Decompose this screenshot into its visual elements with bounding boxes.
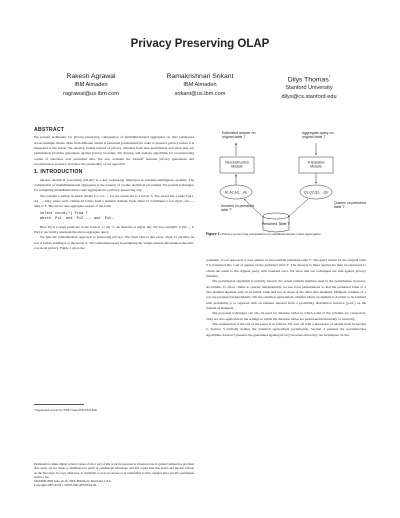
left-column: [34, 128, 194, 251]
queries-symbols: Q1,Q2,Q3,...,Qn: [303, 190, 329, 195]
answers-perturbed-label: Answers on perturbed table T': [221, 204, 255, 213]
paragraph: The proposed techniques can also be used for database tables in which some of the columns are categorical. They are also applicable in the settings in which the database tables are partitioned horizontally or vertically.: [206, 311, 366, 321]
translation-module-label: Translation Module: [307, 160, 325, 169]
author-affiliation: IBM Almaden: [183, 82, 217, 88]
author-email: srikant@us.ibm.com: [174, 91, 226, 97]
paragraph: Here Pij is a range predicate of the form al <= Aij <= ah, denoted as Aij[al, ah]. We use count(Pi1 ∧ Pi2 ... ∧ Pik) to succinctly represent the above aggregate query.: [34, 224, 194, 234]
perturbed-table-label: Perturbed Table T': [261, 222, 291, 226]
author-name: Ramakrishnan Srikant: [166, 73, 234, 80]
estimated-answer-label: Estimated answer on original table T: [222, 131, 256, 140]
footnote-mark: *: [328, 74, 331, 79]
author-name: Rakesh Agrawal: [66, 73, 116, 80]
paragraph: schematic of our approach. S runs queries on the resultant perturbed table T'. The query meant for the original table T is translated into a set of queries on the perturbed table T'. The answers to these queries are then reconstructed to obtain the result to the original query with bounded error. We show that our techniques are safe against privacy breaches.: [206, 258, 366, 279]
right-column: [206, 258, 366, 338]
arrow-table-to-answers: [244, 199, 264, 218]
reconstruction-module-label: Reconstruction Module: [225, 160, 249, 169]
footnote: *Supported in part by NSF Grant ITR-0331640: [34, 408, 97, 412]
conference-line: SIGMOD 2005 June 14-16, 2005, Baltimore, Maryland, USA.: [34, 479, 112, 484]
arrow-queries-to-table: [288, 199, 308, 217]
figure-caption: [206, 232, 366, 237]
figure-caption-text: Privacy preserving computation of multidimensional count aggregates.: [221, 232, 322, 236]
paragraph: On-line analytical processing (OLAP) is a key technology employed in business-intelligence systems. The computation of multidimensional aggregates is the essence of on-line analytical processing. We present techniques for computing multidimensional count aggregates in a privacy-preserving way.: [34, 177, 194, 193]
author-email: dilys@cs.stanford.edu: [281, 94, 337, 101]
author-block-1: [36, 72, 146, 99]
author-block-3: [254, 72, 364, 102]
paragraph: We take the randomization approach to preserving privacy. The basic idea is that every client Ci perturbs its row ri before sending it to the server S. The randomness used in perturbing the values ensures information-theoretic row-level privacy. Figure 1 gives the: [34, 235, 194, 250]
copyright-line: Copyright 2005 ACM 1-59593-060-4/05/06 $5.00.: [34, 483, 97, 488]
query-code-line: where Pi1 and Pi2 ... and Pik.: [40, 217, 114, 222]
section-heading-introduction: 1. INTRODUCTION: [34, 169, 83, 176]
aggregate-query-label: Aggregate query on original table T: [302, 131, 334, 140]
queries-perturbed-label: Queries on perturbed table T': [334, 201, 366, 210]
author-affiliation: Stanford University: [285, 85, 333, 92]
query-code-line: select count(*) from T: [40, 211, 88, 216]
answers-symbols: A1,A2,A3,...,An: [224, 190, 248, 195]
abstract-heading: ABSTRACT: [34, 127, 65, 133]
figure-caption-label: Figure 1:: [206, 232, 221, 236]
footnote-divider: [34, 404, 84, 405]
paragraph: The perturbation algorithm is publicly known; the actual random numbers used in the perturbation, however, are hidden. To allow clients to operate independently, we use local perturbations so that the perturbed value of a data element depends only on its initial value and not on those of the other data elements. Different columns of a row are perturbed independently. We use retention replacement schemes where an element is decided to be retained with probability p or replaced with an element selected from a probability distribution function (p.d.f.) on the domain of elements.: [206, 279, 366, 311]
paragraph: We consider a setting in which clients C1, C2, ..., Cn are connected to a server S. The server has a table T(A1, A2, ..., Am), where each column Ai comes from a numeric domain. Each client Ci contributes a row ri(ai1, ai2, ..., aim) to T. The server runs aggregate queries of the form: [34, 193, 194, 209]
author-email: ragrawal@us.ibm.com: [63, 91, 119, 97]
paper-title: Privacy Preserving OLAP: [130, 38, 270, 50]
figure-schematic: [206, 128, 366, 236]
copyright-notice: [34, 462, 194, 488]
author-name: Dilys Thomas*: [287, 74, 331, 84]
author-affiliation: IBM Almaden: [74, 82, 108, 88]
paragraph: The organization of the rest of the paper is as follows. We start off with a discussion of related work in Section 2. Section 3 formally defines the retention replacement perturbation. Section 4 presents the reconstruction algorithms. Section 5 presents the guarantees against privacy breaches offered by our techniques. In Sec-: [206, 322, 366, 337]
abstract-text: We present techniques for privacy-preserving computation of multidimensional aggregates on data partitioned across multiple clients. Data from different clients is perturbed (randomized) in order to preserve privacy before it is integrated at the server. We develop formal notions of privacy obtained from data perturbation and show that our perturbation provides guarantees against privacy breaches. We develop and analyze algorithms for reconstructing counts of subcubes over perturbed data. We also evaluate the tradeoff between privacy guarantees and reconstruction accuracy and show the practicality of our approach.: [34, 135, 194, 167]
copyright-permission: Permission to make digital or hard copies of all or part of this work for personal or classroom use is granted without fee provided that copies are not made or distributed for profit or commercial advantage, and that copies bear this notice and the full citation on the first page. To copy otherwise, to republish, to post on servers or to redistribute to lists, requires prior specific permission and/or a fee.: [34, 462, 194, 479]
author-block-2: [145, 72, 255, 99]
